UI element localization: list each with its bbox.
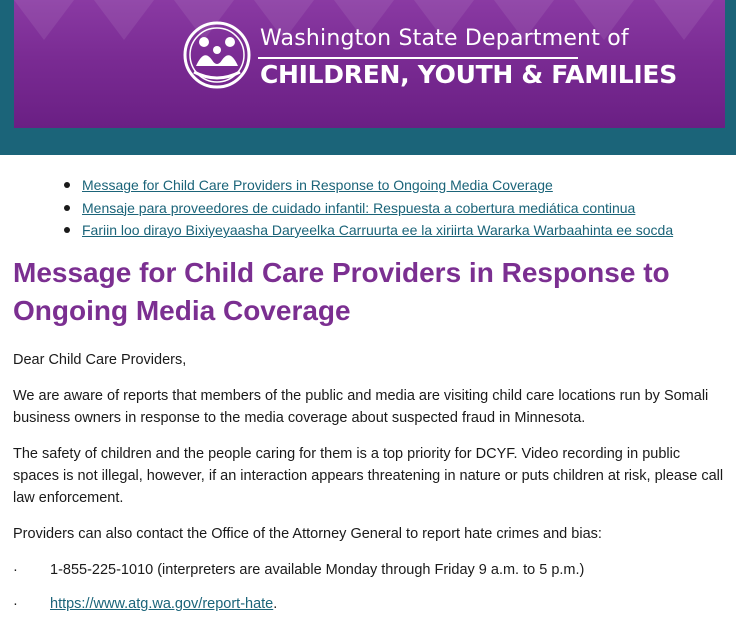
- header-banner-frame: [0, 0, 736, 155]
- link-spanish[interactable]: Mensaje para proveedores de cuidado infantil: Respuesta a cobertura mediática continua: [82, 199, 636, 216]
- salutation: Dear Child Care Providers,: [13, 352, 187, 368]
- link-suffix: .: [273, 596, 278, 612]
- logo-line-2: CHILDREN, YOUTH & FAMILIES: [260, 60, 677, 89]
- header-banner: [14, 0, 725, 128]
- list-item: [62, 197, 673, 220]
- logo-divider: [258, 57, 578, 59]
- paragraph-awareness: We are aware of reports that members of the public and media are visiting child care locations run by Somali business owners in response to the media coverage about suspected fraud in Minnesota.: [13, 388, 709, 426]
- list-item: [62, 174, 673, 197]
- list-item: [13, 593, 277, 615]
- list-item: [62, 219, 673, 242]
- link-english[interactable]: Message for Child Care Providers in Response to Ongoing Media Coverage: [82, 177, 553, 193]
- phone-number: 1-855-225-1010 (interpreters are available Monday through Friday 9 a.m. to 5 p.m.): [50, 562, 585, 578]
- paragraph-safety: The safety of children and the people caring for them is a top priority for DCYF. Video recording in public spaces is not illegal, however, if an interaction appears threatening in nature or puts children at risk, please call law enforcement.: [13, 446, 724, 506]
- language-links-list: [62, 174, 673, 242]
- bullet-marker: ·: [13, 596, 18, 612]
- family-logo-icon: [182, 20, 252, 90]
- report-hate-link[interactable]: https://www.atg.wa.gov/report-hate: [50, 596, 274, 612]
- paragraph-contact: Providers can also contact the Office of the Attorney General to report hate crimes and bias:: [13, 526, 602, 542]
- dcyf-logo[interactable]: [172, 18, 677, 98]
- list-item: [13, 559, 584, 581]
- logo-line-1: Washington State Department of: [260, 26, 629, 51]
- page-title: Message for Child Care Providers in Response to Ongoing Media Coverage: [13, 257, 670, 326]
- link-somali[interactable]: Fariin loo dirayo Bixiyeyaasha Daryeelka Carruurta ee la xiriirta Wararka Warbaahinta ee socda: [82, 222, 674, 238]
- bullet-marker: ·: [13, 562, 18, 578]
